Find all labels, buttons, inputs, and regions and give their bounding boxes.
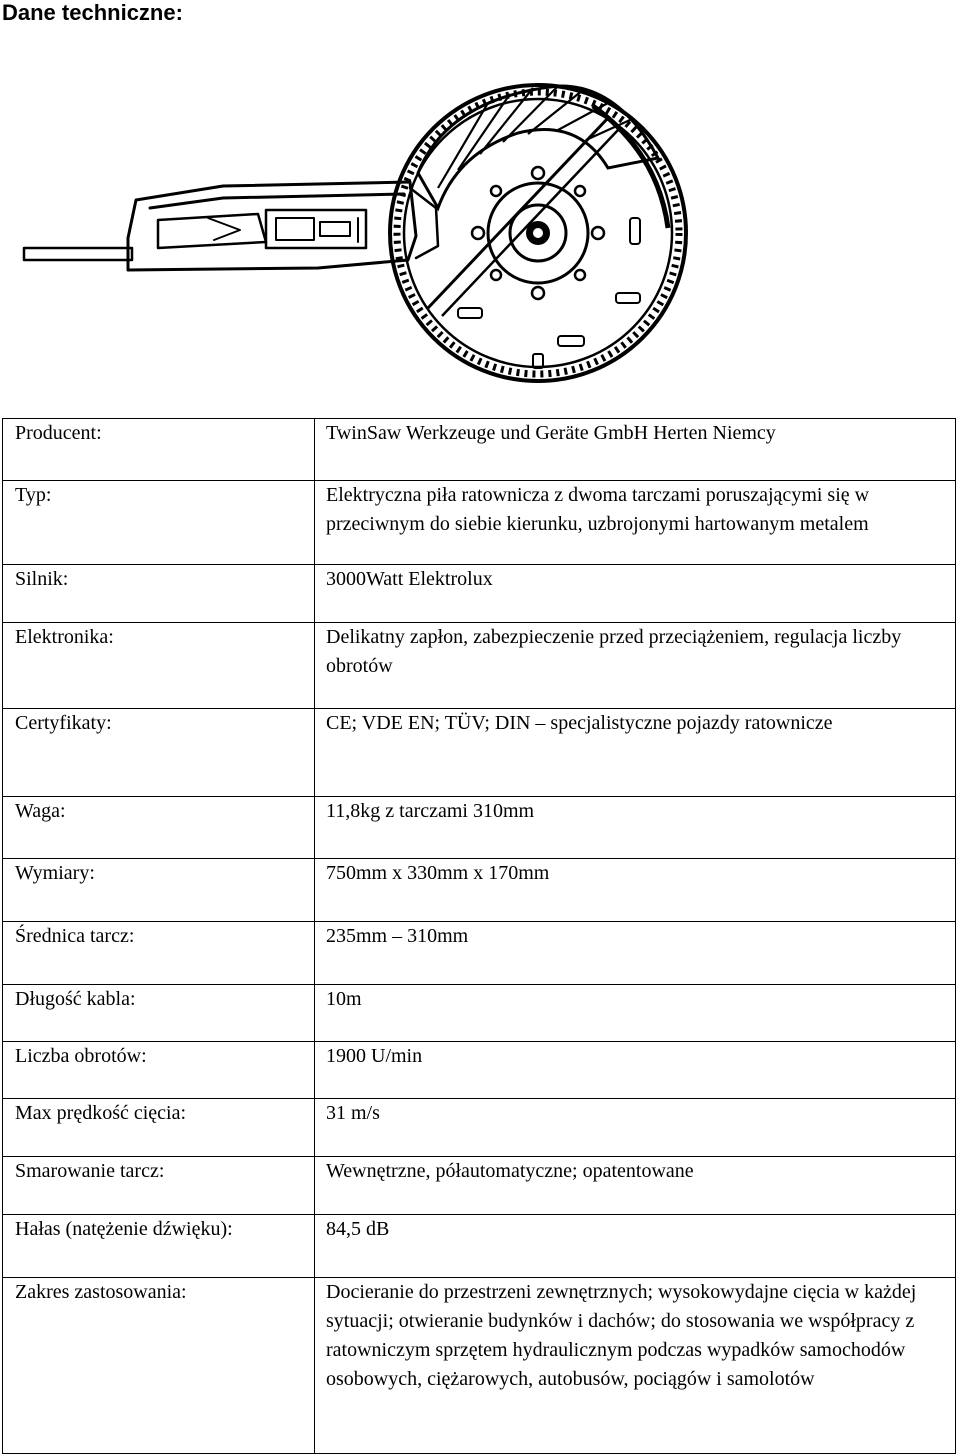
table-row	[3, 565, 956, 623]
spec-value-typ: Elektryczna piła ratownicza z dwoma tarczami poruszającymi się w przeciwnym do siebie kierunku, uzbrojonymi hartowanym metalem	[315, 481, 956, 565]
spec-label-smarowanie: Smarowanie tarcz:	[3, 1157, 315, 1215]
spec-label-producent: Producent:	[3, 419, 315, 481]
spec-label-zakres: Zakres zastosowania:	[3, 1278, 315, 1454]
spec-value-certyfikaty: CE; VDE EN; TÜV; DIN – specjalistyczne pojazdy ratownicze	[315, 709, 956, 797]
table-row	[3, 1278, 956, 1454]
spec-label-wymiary: Wymiary:	[3, 859, 315, 922]
table-row	[3, 1157, 956, 1215]
table-row	[3, 985, 956, 1042]
spec-value-predkosc: 31 m/s	[315, 1099, 956, 1157]
spec-value-elektronika: Delikatny zapłon, zabezpieczenie przed przeciążeniem, regulacja liczby obrotów	[315, 623, 956, 709]
spec-value-wymiary: 750mm x 330mm x 170mm	[315, 859, 956, 922]
table-row	[3, 1099, 956, 1157]
table-row	[3, 922, 956, 985]
spec-value-zakres: Docieranie do przestrzeni zewnętrznych; wysokowydajne cięcia w każdej sytuacji; otwieranie budynków i dachów; do stosowania we współpracy z ratowniczym sprzętem hydraulicznym podczas wypadków samochodów osobowych, ciężarowych, autobusów, pociągów i samolotów	[315, 1278, 956, 1454]
rescue-saw-drawing-icon	[18, 58, 698, 388]
spec-value-obroty: 1900 U/min	[315, 1042, 956, 1099]
spec-value-smarowanie: Wewnętrzne, półautomatyczne; opatentowane	[315, 1157, 956, 1215]
spec-value-halas: 84,5 dB	[315, 1215, 956, 1278]
saw-illustration	[18, 58, 698, 388]
spec-label-kabel: Długość kabla:	[3, 985, 315, 1042]
spec-label-predkosc: Max prędkość cięcia:	[3, 1099, 315, 1157]
table-row	[3, 859, 956, 922]
table-row	[3, 797, 956, 859]
spec-label-typ: Typ:	[3, 481, 315, 565]
spec-label-silnik: Silnik:	[3, 565, 315, 623]
spec-label-elektronika: Elektronika:	[3, 623, 315, 709]
spec-label-waga: Waga:	[3, 797, 315, 859]
table-row	[3, 623, 956, 709]
table-row	[3, 419, 956, 481]
spec-table	[2, 418, 956, 1454]
table-row	[3, 709, 956, 797]
spec-label-certyfikaty: Certyfikaty:	[3, 709, 315, 797]
spec-value-srednica: 235mm – 310mm	[315, 922, 956, 985]
spec-label-obroty: Liczba obrotów:	[3, 1042, 315, 1099]
table-row	[3, 1215, 956, 1278]
spec-value-kabel: 10m	[315, 985, 956, 1042]
table-row	[3, 1042, 956, 1099]
spec-label-srednica: Średnica tarcz:	[3, 922, 315, 985]
spec-value-waga: 11,8kg z tarczami 310mm	[315, 797, 956, 859]
spec-value-silnik: 3000Watt Elektrolux	[315, 565, 956, 623]
spec-label-halas: Hałas (natężenie dźwięku):	[3, 1215, 315, 1278]
page-heading: Dane techniczne:	[2, 0, 183, 25]
spec-value-producent: TwinSaw Werkzeuge und Geräte GmbH Herten Niemcy	[315, 419, 956, 481]
table-row	[3, 481, 956, 565]
